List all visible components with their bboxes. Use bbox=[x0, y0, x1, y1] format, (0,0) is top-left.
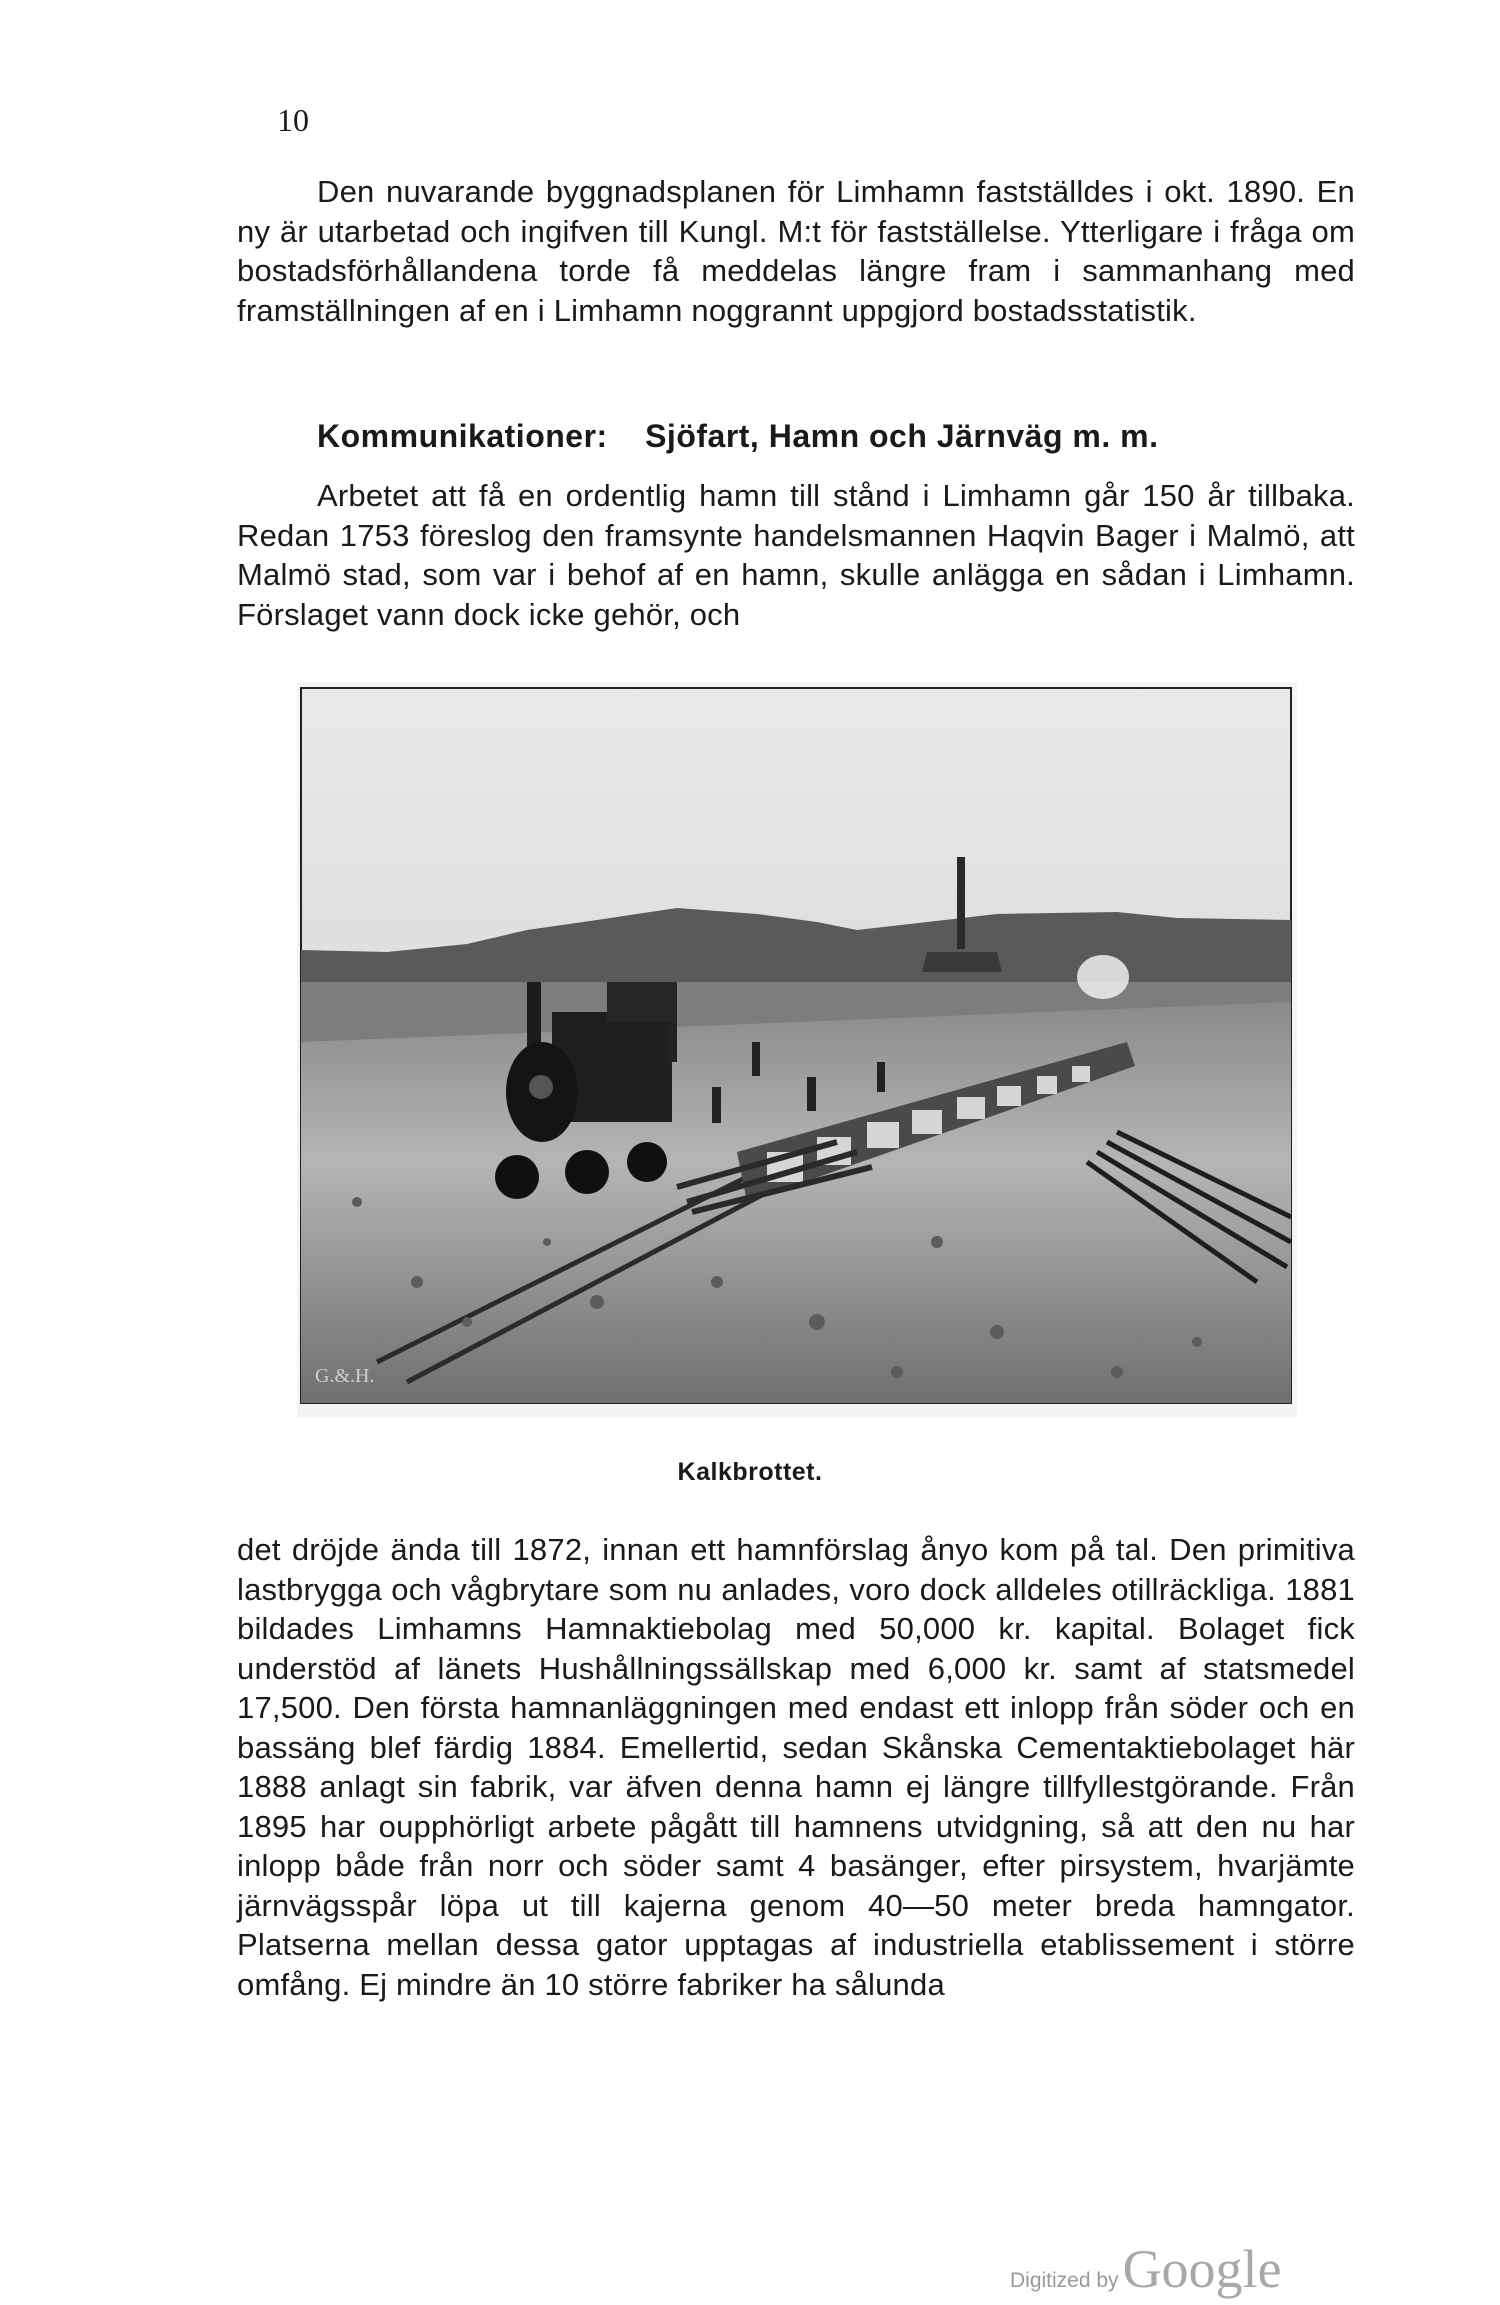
google-logo: Google bbox=[1122, 2239, 1282, 2299]
paragraph-harbour-development: det dröjde ända till 1872, innan ett hamnförslag ånyo kom på tal. Den primitiva lastbrygga och vågbrytare som nu anlades, voro dock alldeles otillräckliga. 1881 bildades Limhamns Hamnaktiebolag med 50,000 kr. kapital. Bolaget fick understöd af länets Hushållningssällskap med 6,000 kr. samt af statsmedel 17,500. Den första hamnanläggningen med endast ett inlopp från söder och en bassäng blef färdig 1884. Emellertid, sedan Skånska Cementaktiebolaget här 1888 anlagt sin fabrik, var äfven denna hamn ej längre tillfyllestgörande. Från 1895 har oupphörligt arbete pågått till hamnens utvidgning, så att den nu har inlopp både från norr och söder samt 4 basänger, efter pirsystem, hvarjämte järnvägsspår löpa ut till kajerna genom 40—50 meter breda hamngator. Platserna mellan dessa gator upptagas af industriella etablissement i större omfång. Ej mindre än 10 större fabriker ha sålunda bbox=[237, 1532, 1355, 2002]
section-heading-main: Kommunikationer: bbox=[317, 418, 608, 454]
section-heading bbox=[317, 418, 1357, 455]
figure-caption: Kalkbrottet. bbox=[677, 1458, 823, 1486]
paragraph-harbour-history: Arbetet att få en ordentlig hamn till stånd i Limhamn går 150 år tillbaka. Redan 1753 föreslog den framsynte handelsmannen Haqvin Bager i Malmö, att Malmö stad, som var i behof af en hamn, skulle anlägga en sådan i Limhamn. Förslaget vann dock icke gehör, och bbox=[237, 478, 1355, 632]
digitization-watermark bbox=[1010, 2238, 1282, 2300]
paragraph-building-plan: Den nuvarande byggnadsplanen för Limhamn fastställdes i okt. 1890. En ny är utarbetad och ingifven till Kungl. M:t för fastställelse. Ytterligare i fråga om bostadsförhållandena torde få meddelas längre fram i sammanhang med framställningen af en i Limhamn noggrannt uppgjord bostadsstatistik. bbox=[237, 174, 1355, 328]
digitized-by-label: Digitized by bbox=[1010, 2269, 1119, 2292]
page-number: 10 bbox=[277, 102, 309, 138]
quarry-photo-illustration bbox=[297, 682, 1297, 1417]
quarry-photograph bbox=[297, 682, 1297, 1417]
section-heading-sub: Sjöfart, Hamn och Järnväg m. m. bbox=[645, 418, 1159, 454]
photo-engraver-mark: G.&.H. bbox=[315, 1365, 375, 1387]
